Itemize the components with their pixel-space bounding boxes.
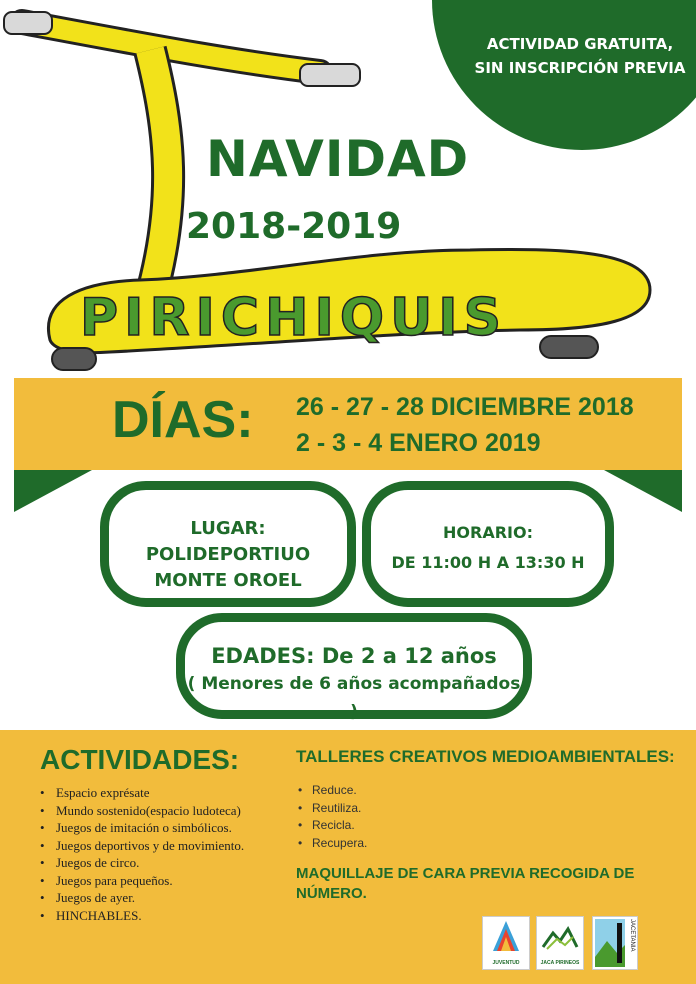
jaca-pirineos-logo [536, 916, 584, 970]
list-item: • HINCHABLES. [40, 907, 244, 925]
workshops-heading: TALLERES CREATIVOS MEDIOAMBIENTALES: [296, 747, 675, 766]
ages-note: ( Menores de 6 años acompañados ) [187, 674, 521, 722]
list-item: • Mundo sostenido(espacio ludoteca) [40, 802, 244, 820]
poster-title: NAVIDAD [206, 130, 470, 188]
list-item: • Juegos para pequeños. [40, 872, 244, 890]
badge-line2: SIN INSCRIPCIÓN PREVIA [474, 59, 686, 77]
band-fold-left [14, 470, 92, 512]
list-item: • Recicla. [298, 817, 367, 835]
dates-december: 26 - 27 - 28 DICIEMBRE 2018 [296, 393, 634, 421]
poster-years: 2018-2019 [186, 206, 402, 247]
location-line2: MONTE OROEL [154, 570, 302, 591]
schedule-box [362, 481, 614, 607]
location-box [100, 481, 356, 607]
face-painting-note: MAQUILLAJE DE CARA PREVIA RECOGIDA DE NÚMERO. [296, 865, 635, 902]
jaca-logo-mark [537, 917, 583, 957]
list-item: • Espacio exprésate [40, 784, 244, 802]
jaca-logo-label: JACA PIRINEOS [540, 960, 580, 966]
workshops-list [298, 782, 367, 852]
list-item: • Juegos de ayer. [40, 889, 244, 907]
list-item: • Juegos de imitación o simbólicos. [40, 819, 244, 837]
ages-main: EDADES: De 2 a 12 años [211, 644, 497, 668]
badge-line1: ACTIVIDAD GRATUITA, [486, 35, 674, 53]
dias-label: DÍAS: [112, 391, 254, 449]
schedule-value: DE 11:00 H A 13:30 H [391, 553, 585, 572]
scooter-logo-text: PIRICHIQUIS [80, 288, 508, 348]
juventud-logo-label: JUVENTUD [492, 960, 520, 966]
location-line1: POLIDEPORTIUO [145, 544, 311, 565]
free-activity-badge [470, 32, 690, 80]
juventud-logo [482, 916, 530, 970]
list-item: • Reduce. [298, 782, 367, 800]
jacetania-logo [592, 916, 638, 970]
band-fold-right [604, 470, 682, 512]
activities-heading: ACTIVIDADES: [40, 744, 240, 775]
location-heading: LUGAR: [190, 518, 266, 539]
ages-box [176, 613, 532, 722]
dates-january: 2 - 3 - 4 ENERO 2019 [296, 429, 541, 457]
activities-list [40, 784, 244, 924]
list-item: • Juegos de circo. [40, 854, 244, 872]
juventud-logo-mark [483, 917, 529, 957]
jacetania-logo-label: JACETANIA [629, 919, 635, 952]
list-item: • Recupera. [298, 835, 367, 853]
list-item: • Juegos deportivos y de movimiento. [40, 837, 244, 855]
schedule-heading: HORARIO: [443, 523, 533, 542]
list-item: • Reutiliza. [298, 800, 367, 818]
